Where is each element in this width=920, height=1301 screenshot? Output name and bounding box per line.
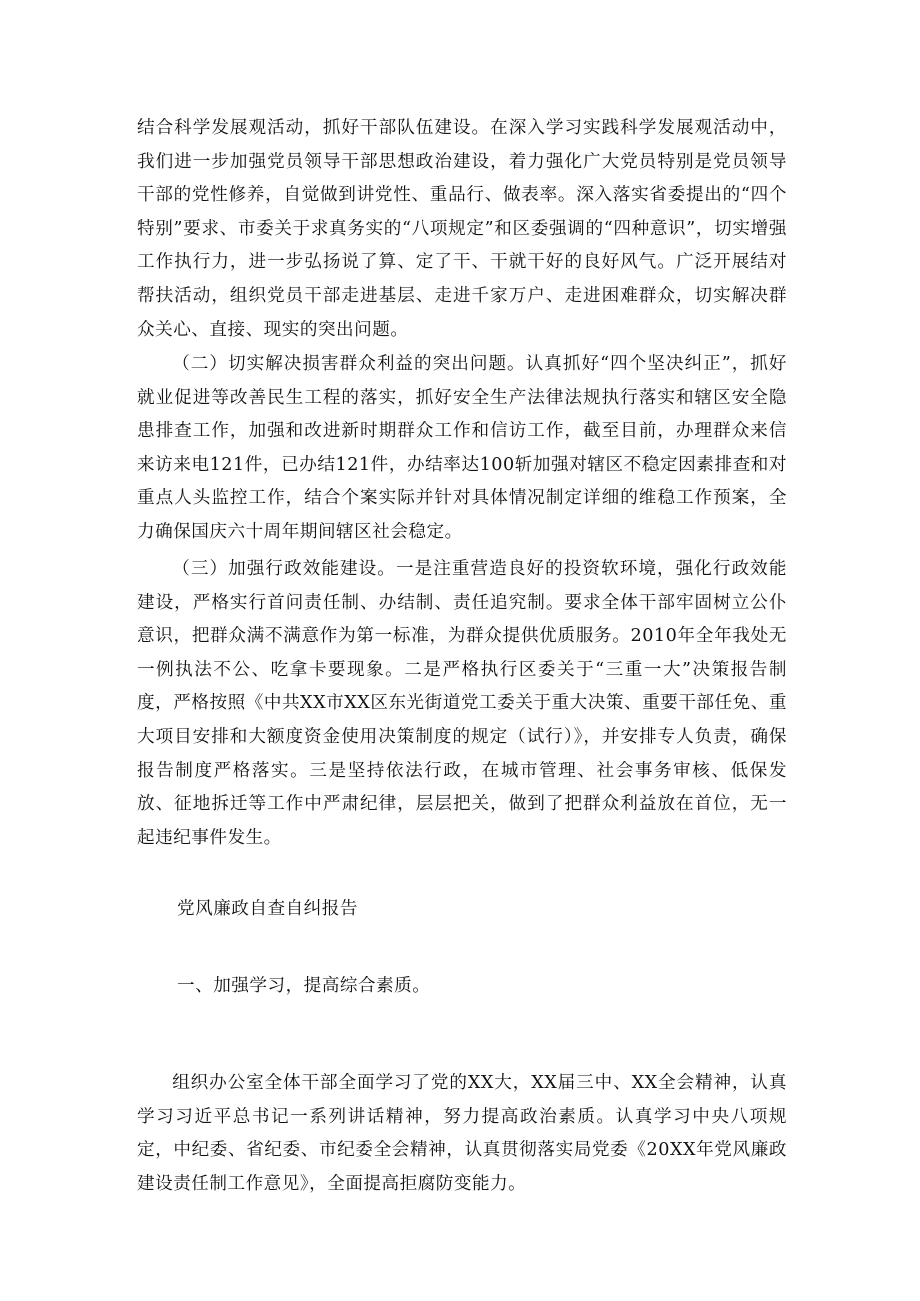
- body-paragraph-section-three: （三）加强行政效能建设。一是注重营造良好的投资软环境，强化行政效能建设，严格实行首问责任制、办结制、责任追究制。要求全体干部牢固树立公仆意识，把群众满不满意作为第一标准，为群众提供优质服务。2010年全年我处无一例执法不公、吃拿卡要现象。二是严格执行区委关于“三重一大”决策报告制度，严格按照《中共XX市XX区东光街道党工委关于重大决策、重要干部任免、重大项目安排和大额度资金使用决策制度的规定（试行）》，并安排专人负责，确保报告制度严格落实。三是坚持依法行政，在城市管理、社会事务审核、低保发放、征地拆迁等工作中严肃纪律，层层把关，做到了把群众利益放在首位，无一起违纪事件发生。: [137, 559, 787, 848]
- body-paragraph-party-building: 结合科学发展观活动，抓好干部队伍建设。在深入学习实践科学发展观活动中，我们进一步加强党员领导干部思想政治建设，着力强化广大党员特别是党员领导干部的党性修养，自觉做到讲党性、重品行、做表率。深入落实省委提出的“四个特别”要求、市委关于求真务实的“八项规定”和区委强调的“四种意识”，切实增强工作执行力，进一步弘扬说了算、定了干、干就干好的良好风气。广泛开展结对帮扶活动，组织党员干部走进基层、走进千家万户、走进困难群众，切实解决群众关心、直接、现实的突出问题。: [137, 118, 787, 340]
- body-paragraph-section-two: （二）切实解决损害群众利益的突出问题。认真抓好“四个坚决纠正”，抓好就业促进等改善民生工程的落实，抓好安全生产法律法规执行落实和辖区安全隐患排查工作，加强和改进新时期群众工作和信访工作，截至目前，办理群众来信来访来电121件，已办结121件，办结率达100斩加强对辖区不稳定因素排查和对重点人头监控工作，结合个案实际并针对具体情况制定详细的维稳工作预案，全力确保国庆六十周年期间辖区社会稳定。: [137, 354, 787, 542]
- body-paragraph-study: 组织办公室全体干部全面学习了党的XX大，XX届三中、XX全会精神，认真学习习近平总书记一系列讲话精神，努力提高政治素质。认真学习中央八项规定，中纪委、省纪委、市纪委全会精神，认真贯彻落实局党委《20XX年党风廉政建设责任制工作意见》，全面提高拒腐防变能力。: [137, 1073, 787, 1194]
- section-heading-study: 一、加强学习，提高综合素质。: [177, 976, 431, 996]
- report-title: 党风廉政自查自纠报告: [177, 899, 358, 919]
